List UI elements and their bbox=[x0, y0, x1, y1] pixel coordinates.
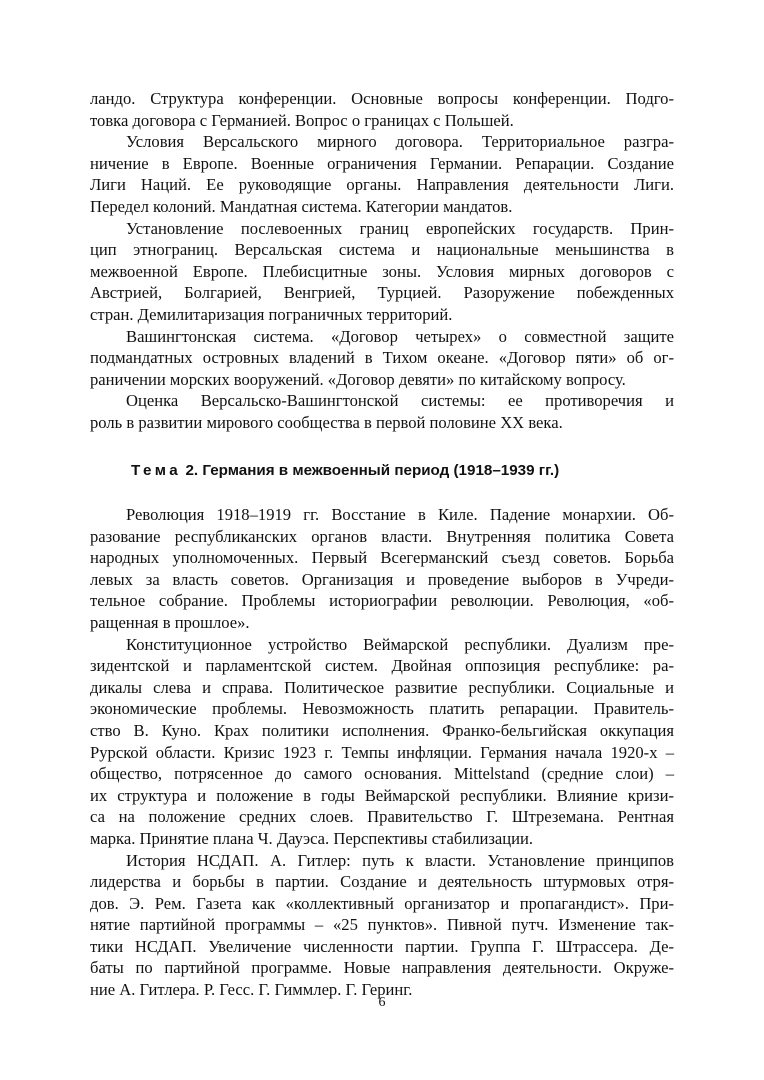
text-line: Передел колоний. Мандатная система. Категории мандатов. bbox=[90, 196, 513, 216]
text-line: ство В. Куно. Крах политики исполнения. Франко-бельгийская оккупация bbox=[90, 720, 674, 740]
text-line: баты по партийной программе. Новые направления деятельности. Окруже- bbox=[90, 958, 674, 978]
text-line: дов. Э. Рем. Газета как «коллективный организатор и пропагандист». При- bbox=[90, 893, 674, 913]
text-line: разование республиканских органов власти. Внутренняя политика Совета bbox=[90, 526, 674, 546]
text-line: марка. Принятие плана Ч. Дауэса. Перспективы стабилизации. bbox=[90, 828, 534, 848]
text-line: зидентской и парламентской систем. Двойная оппозиция республике: ра- bbox=[90, 656, 674, 676]
section-1-text bbox=[90, 88, 674, 434]
text-line: ращенная в прошлое». bbox=[90, 612, 250, 632]
text-line: их структура и положение в годы Веймарской республики. Влияние кризи- bbox=[90, 785, 674, 805]
text-line: стран. Демилитаризация пограничных территорий. bbox=[90, 304, 453, 324]
text-line: общество, потрясенное до самого основания. Mittelstand (средние слои) – bbox=[90, 764, 674, 784]
text-line: подмандатных островных владений в Тихом океане. «Договор пяти» об ог- bbox=[90, 348, 674, 368]
heading-prefix: Тема bbox=[131, 462, 182, 479]
text-line: лидерства и борьбы в партии. Создание и деятельность штурмовых отря- bbox=[90, 872, 674, 892]
text-line: Революция 1918–1919 гг. Восстание в Киле. Падение монархии. Об- bbox=[126, 505, 674, 524]
text-line: Вашингтонская система. «Договор четырех» о совместной защите bbox=[126, 326, 674, 346]
text-line: Оценка Версальско-Вашингтонской системы: ее противоречия и bbox=[126, 391, 674, 411]
text-line: дикалы слева и справа. Политическое развитие республики. Социальные и bbox=[90, 677, 674, 697]
text-line: тельное собрание. Проблемы историографии революции. Революция, «об- bbox=[90, 591, 674, 611]
text-line: Австрией, Болгарией, Венгрией, Турцией. Разоружение побежденных bbox=[90, 283, 674, 303]
section-2-text bbox=[90, 504, 674, 1001]
text-line: Условия Версальского мирного договора. Территориальное разгра- bbox=[126, 132, 674, 152]
section-heading bbox=[131, 462, 559, 479]
text-line: межвоенной Европе. Плебисцитные зоны. Условия мирных договоров с bbox=[90, 261, 674, 281]
text-line: товка договора с Германией. Вопрос о границах с Польшей. bbox=[90, 110, 514, 130]
text-line: История НСДАП. А. Гитлер: путь к власти. Установление принципов bbox=[126, 850, 674, 870]
text-line: цип этнограниц. Версальская система и национальные меньшинства в bbox=[90, 240, 674, 260]
text-line: ничение в Европе. Военные ограничения Германии. Репарации. Создание bbox=[90, 153, 674, 173]
text-line: ландо. Структура конференции. Основные вопросы конференции. Подго- bbox=[90, 89, 674, 108]
text-line: роль в развитии мирового сообщества в первой половине XX века. bbox=[90, 412, 563, 432]
text-line: экономические проблемы. Невозможность платить репарации. Правитель- bbox=[90, 699, 674, 719]
text-line: народных уполномоченных. Первый Всегерманский съезд советов. Борьба bbox=[90, 548, 674, 568]
text-line: Лиги Наций. Ее руководящие органы. Направления деятельности Лиги. bbox=[90, 175, 674, 195]
text-line: левых за власть советов. Организация и проведение выборов в Учреди- bbox=[90, 569, 674, 589]
text-line: тики НСДАП. Увеличение численности партии. Группа Г. Штрассера. Де- bbox=[90, 936, 674, 956]
heading-text: 2. Германия в межвоенный период (1918–1939 гг.) bbox=[181, 462, 560, 479]
text-line: Рурской области. Кризис 1923 г. Темпы инфляции. Германия начала 1920-х – bbox=[90, 742, 674, 762]
text-line: Установление послевоенных границ европейских государств. Прин- bbox=[126, 218, 674, 238]
text-line: нятие партийной программы – «25 пунктов». Пивной путч. Изменение так- bbox=[90, 915, 674, 935]
text-line: Конституционное устройство Веймарской республики. Дуализм пре- bbox=[126, 634, 674, 654]
text-line: раничении морских вооружений. «Договор девяти» по китайскому вопросу. bbox=[90, 369, 626, 389]
page-number: 6 bbox=[378, 995, 386, 1010]
text-line: ние А. Гитлера. Р. Гесс. Г. Гиммлер. Г. Геринг. bbox=[90, 980, 413, 1000]
text-line: са на положение средних слоев. Правительство Г. Штреземана. Рентная bbox=[90, 807, 674, 827]
